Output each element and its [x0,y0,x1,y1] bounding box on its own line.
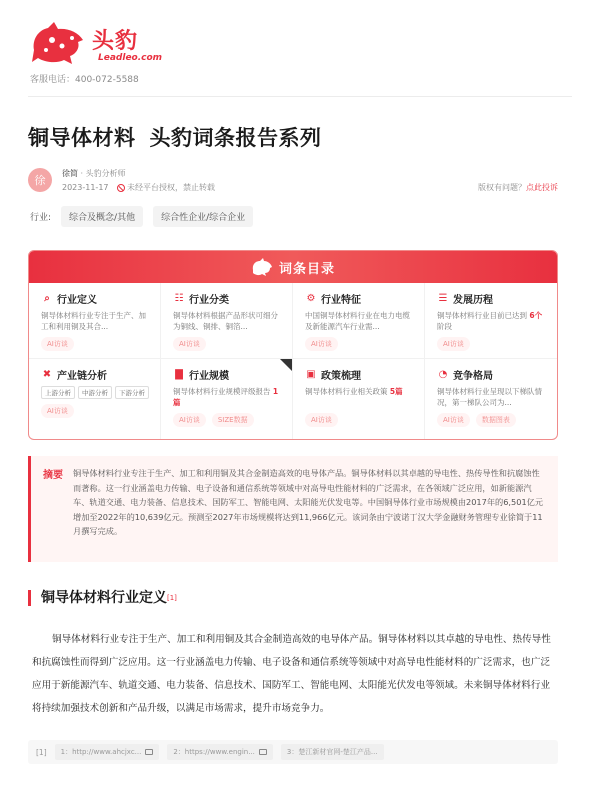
reference-text: 1：http://www.ahcjxc... [60,748,142,756]
desc-highlight: 1篇 [173,387,279,407]
catalog-item-desc: 中国铜导体材料行业在电力电缆及新能源汽车行业需... [305,311,410,331]
catalog-panel [28,250,558,440]
section-heading [28,590,177,606]
ai-interview-pill[interactable]: AI访谈 [437,413,470,427]
logo-text: 头豹 [92,29,139,54]
catalog-item-title-row [437,367,547,382]
search-doc-icon: ⌕ [44,293,50,304]
catalog-item-desc: 铜导体材料行业专注于生产、加工和利用铜及其合... [41,311,146,331]
ai-interview-pill[interactable]: AI访谈 [41,337,74,351]
references-bar [28,740,558,764]
catalog-item-policy[interactable] [293,359,425,439]
publish-date: 2023-11-17 [62,183,109,192]
copyright-text: 未经平台授权，禁止转载 [127,183,216,192]
catalog-item-title-row [305,291,414,306]
image-icon [145,749,153,755]
catalog-item-title: 行业规模 [189,371,229,382]
catalog-item-history[interactable] [425,283,557,359]
report-series: 头豹词条报告系列 [149,126,322,150]
catalog-item-title-row [173,367,282,382]
reference-link[interactable] [55,744,160,760]
reference-link[interactable] [167,744,273,760]
catalog-item-classification[interactable] [161,283,293,359]
author-name[interactable]: 徐简 [62,169,78,178]
desc-text: 阶段 [437,322,452,331]
chain-mini-row [41,386,150,399]
catalog-item-definition[interactable] [29,283,161,359]
catalog-item-title: 行业定义 [57,295,97,306]
catalog-item-competition[interactable] [425,359,557,439]
catalog-header [29,251,557,283]
author-role: · 头豹分析师 [80,169,126,178]
catalog-item-desc: 铜导体材料行业呈现以下梯队情况，第一梯队公司为... [437,387,542,407]
catalog-item-title-row [41,367,150,382]
leadleo-logo[interactable] [28,20,163,68]
section-title: 铜导体材料行业定义 [41,590,167,606]
service-phone: 客服电话：400-072-5588 [30,75,139,85]
ai-interview-pill[interactable]: AI访谈 [305,337,338,351]
desc-text: 铜导体材料行业目前已达到 [437,311,530,320]
catalog-grid [29,283,557,439]
catalog-item-desc [305,386,414,408]
timeline-icon: ☰ [438,293,448,304]
catalog-item-title: 政策梳理 [321,371,361,382]
catalog-item-title-row [173,291,282,306]
leopard-icon [251,258,273,276]
upstream-chip[interactable]: 上游分析 [41,386,75,399]
ai-interview-pill[interactable]: AI访谈 [305,413,338,427]
catalog-item-desc [173,386,282,408]
corner-mark-icon [280,359,292,371]
desc-highlight: 6个 [529,311,543,320]
ban-icon [117,184,125,192]
catalog-item-chain[interactable] [29,359,161,439]
catalog-item-title: 行业特征 [321,295,361,306]
catalog-item-features[interactable] [293,283,425,359]
catalog-item-desc: 铜导体材料根据产品形状可细分为铜线、铜排、铜箔... [173,311,278,331]
ai-interview-pill[interactable]: AI访谈 [173,413,206,427]
reference-link[interactable] [281,744,384,760]
image-icon [259,749,267,755]
catalog-item-title: 行业分类 [189,295,229,306]
page-title [28,122,322,152]
catalog-item-title: 发展历程 [453,295,493,306]
leopard-logo-icon [28,20,88,66]
ai-interview-pill[interactable]: AI访谈 [437,337,470,351]
catalog-item-title-row [437,291,547,306]
author-line [62,168,126,179]
bar-chart-icon: ▇ [175,369,183,380]
desc-text: 铜导体材料行业规模评级报告 [173,387,273,396]
ai-interview-pill[interactable]: AI访谈 [173,337,206,351]
hierarchy-icon: ☷ [174,293,184,304]
midstream-chip[interactable]: 中游分析 [78,386,112,399]
catalog-item-title-row [305,367,414,382]
pill-row [437,337,547,351]
catalog-item-title: 产业链分析 [57,371,107,382]
summary-box [28,456,558,562]
industry-tag[interactable]: 综合性企业/综合企业 [153,206,253,227]
complaint-link[interactable]: 点此投诉 [526,183,558,192]
desc-highlight: 5篇 [389,387,403,396]
pill-row [41,337,150,351]
catalog-item-scale[interactable] [161,359,293,439]
desc-text: 铜导体材料行业相关政策 [305,387,390,396]
gear-icon: ⚙ [306,293,316,304]
pill-row [305,413,414,427]
header-divider [28,96,572,97]
logo-domain: Leadleo.com [98,53,163,63]
catalog-item-title: 竞争格局 [453,371,493,382]
ai-interview-pill[interactable]: AI访谈 [41,404,74,418]
pill-row [41,404,150,418]
pill-row [173,337,282,351]
industry-label: 行业: [30,213,52,223]
reference-text: 2：https://www.engin... [173,748,255,756]
pill-row [437,413,547,427]
complaint [478,182,558,193]
summary-label: 摘要 [43,470,63,481]
catalog-title: 词条目录 [278,261,335,277]
catalog-item-title-row [41,291,150,306]
size-data-pill[interactable]: SIZE数据 [212,413,254,427]
summary-text: 铜导体材料行业专注于生产、加工和利用铜及其合金制造高效的电导体产品。铜导体材料以其卓越的导电性、热传导性和抗腐蚀性而著称。这一行业涵盖电力传输、电子设备和通信系统等领域中对高导电性能材料的广泛需求，在各领域广泛应用，如新能源汽车、轨道交通、电力装备、信息技术、国防军工、智能电网、太阳能光伏发电等。中国铜导体行业市场规模由2017年的6,501亿元增加至2022年的10,639亿元。预测至2027年市场规模将达到11,966亿元。该词条由宁波诺丁汉大学金融财务管理专业徐简于11月撰写完成。 [73,468,544,537]
pill-row [173,413,282,427]
pie-icon: ◔ [438,369,448,380]
avatar[interactable]: 徐 [28,168,52,192]
copyright-notice [117,182,216,193]
reference-mark[interactable]: [1] [167,594,177,602]
catalog-item-desc [437,310,547,332]
section-body: 铜导体材料行业专注于生产、加工和利用铜及其合金制造高效的电导体产品。铜导体材料以其卓越的导电性、热传导性和抗腐蚀性而得到广泛应用。这一行业涵盖电力传输、电子设备和通信系统等领域中对高导电性能材料的广泛需求，也广泛应用于新能源汽车、轨道交通、电力装备、信息技术、国防军工、智能电网、太阳能光伏发电等领域。未来铜导体材料行业将持续加强技术创新和产品升级，以满足市场需求，提升市场竞争力。 [32,634,551,714]
complaint-prefix: 版权有问题？ [478,183,526,192]
reference-text: 3：楚江新材官网-楚江产品... [286,748,378,756]
policy-icon: ▣ [306,369,316,380]
industry-tag[interactable]: 综合及概念/其他 [61,206,143,227]
pill-row [305,337,414,351]
chain-icon: ✖ [42,369,52,380]
reference-number: [1] [36,747,47,757]
data-chart-pill[interactable]: 数据图表 [476,413,516,427]
meta-line [62,182,215,193]
industry-tags [30,206,253,227]
report-title: 铜导体材料 [28,126,136,150]
downstream-chip[interactable]: 下游分析 [115,386,149,399]
